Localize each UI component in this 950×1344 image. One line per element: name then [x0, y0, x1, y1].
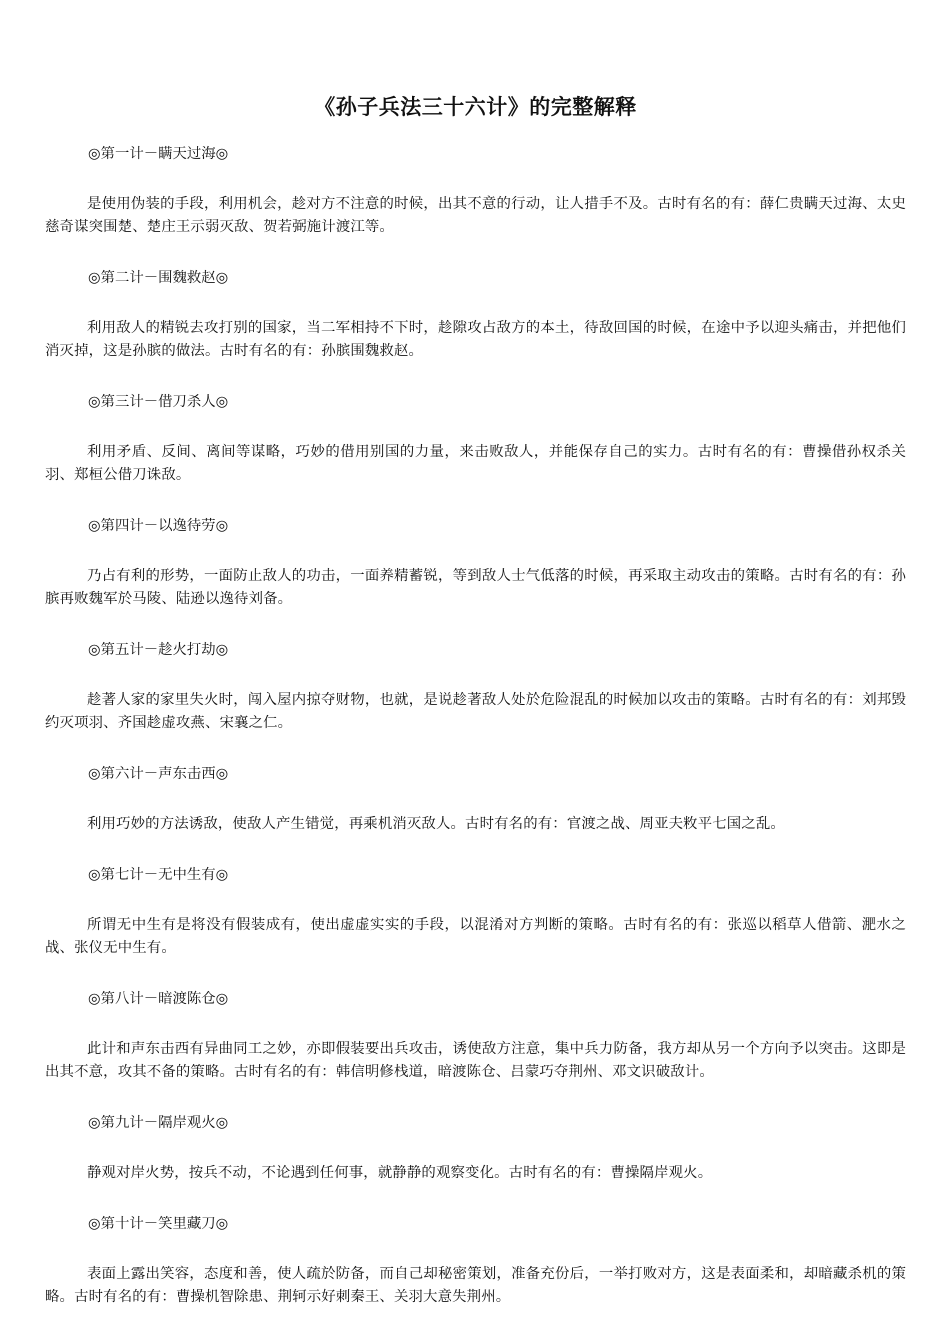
section-heading: ◎第一计－瞒天过海◎ — [88, 146, 229, 162]
section-heading: ◎第六计－声东击西◎ — [88, 766, 229, 782]
section-heading: ◎第四计－以逸待劳◎ — [88, 518, 229, 534]
section-text: 静观对岸火势，按兵不动，不论遇到任何事，就静静的观察变化。古时有名的有：曹操隔岸观火。 — [87, 1165, 713, 1181]
section-7 — [45, 864, 906, 960]
section-9 — [45, 1112, 906, 1185]
section-heading: ◎第九计－隔岸观火◎ — [88, 1115, 229, 1131]
section-text: 利用敌人的精锐去攻打别的国家，当二军相持不下时，趁隙攻占敌方的本土，待敌回国的时候，在途中予以迎头痛击，并把他们消灭掉，这是孙膑的做法。古时有名的有：孙膑围魏救赵。 — [45, 320, 906, 359]
section-1 — [45, 143, 906, 239]
section-6 — [45, 763, 906, 836]
document-title: 《孙子兵法三十六计》的完整解释 — [314, 95, 637, 119]
section-heading: ◎第二计－围魏救赵◎ — [88, 270, 229, 286]
section-text: 表面上露出笑容，态度和善，使人疏於防备，而自己却秘密策划，准备充份后，一举打败对方，这是表面柔和，却暗藏杀机的策略。古时有名的有：曹操机智除患、荆轲示好刺秦王、关羽大意失荆州。 — [45, 1266, 906, 1305]
section-heading: ◎第十计－笑里藏刀◎ — [88, 1216, 229, 1232]
section-text: 利用矛盾、反间、离间等谋略，巧妙的借用别国的力量，来击败敌人，并能保存自己的实力。古时有名的有：曹操借孙权杀关羽、郑桓公借刀诛敌。 — [45, 444, 906, 483]
section-heading: ◎第三计－借刀杀人◎ — [88, 394, 229, 410]
section-2 — [45, 267, 906, 363]
section-text: 此计和声东击西有异曲同工之妙，亦即假装要出兵攻击，诱使敌方注意，集中兵力防备，我方却从另一个方向予以突击。这即是出其不意，攻其不备的策略。古时有名的有：韩信明修栈道，暗渡陈仓、吕蒙巧夺荆州、邓文识破敌计。 — [45, 1041, 906, 1080]
section-text: 是使用伪装的手段，利用机会，趁对方不注意的时候，出其不意的行动，让人措手不及。古时有名的有：薛仁贵瞒天过海、太史慈奇谋突围楚、楚庄王示弱灭敌、贺若弼施计渡江等。 — [45, 196, 906, 235]
section-8 — [45, 988, 906, 1084]
section-10 — [45, 1213, 906, 1309]
section-text: 乃占有利的形势，一面防止敌人的功击，一面养精蓄锐，等到敌人士气低落的时候，再采取主动攻击的策略。古时有名的有：孙膑再败魏军於马陵、陆逊以逸待刘备。 — [45, 568, 906, 607]
section-heading: ◎第七计－无中生有◎ — [88, 867, 229, 883]
section-4 — [45, 515, 906, 611]
section-text: 利用巧妙的方法诱敌，使敌人产生错觉，再乘机消灭敌人。古时有名的有：官渡之战、周亚夫敉平七国之乱。 — [87, 816, 785, 832]
section-text: 所谓无中生有是将没有假装成有，使出虚虚实实的手段，以混淆对方判断的策略。古时有名的有：张巡以稻草人借箭、淝水之战、张仪无中生有。 — [45, 917, 906, 956]
section-text: 趁著人家的家里失火时，闯入屋内掠夺财物，也就，是说趁著敌人处於危险混乱的时候加以攻击的策略。古时有名的有：刘邦毁约灭项羽、齐国趁虚攻燕、宋襄之仁。 — [45, 692, 906, 731]
section-heading: ◎第八计－暗渡陈仓◎ — [88, 991, 229, 1007]
section-heading: ◎第五计－趁火打劫◎ — [88, 642, 229, 658]
section-5 — [45, 639, 906, 735]
section-3 — [45, 391, 906, 487]
